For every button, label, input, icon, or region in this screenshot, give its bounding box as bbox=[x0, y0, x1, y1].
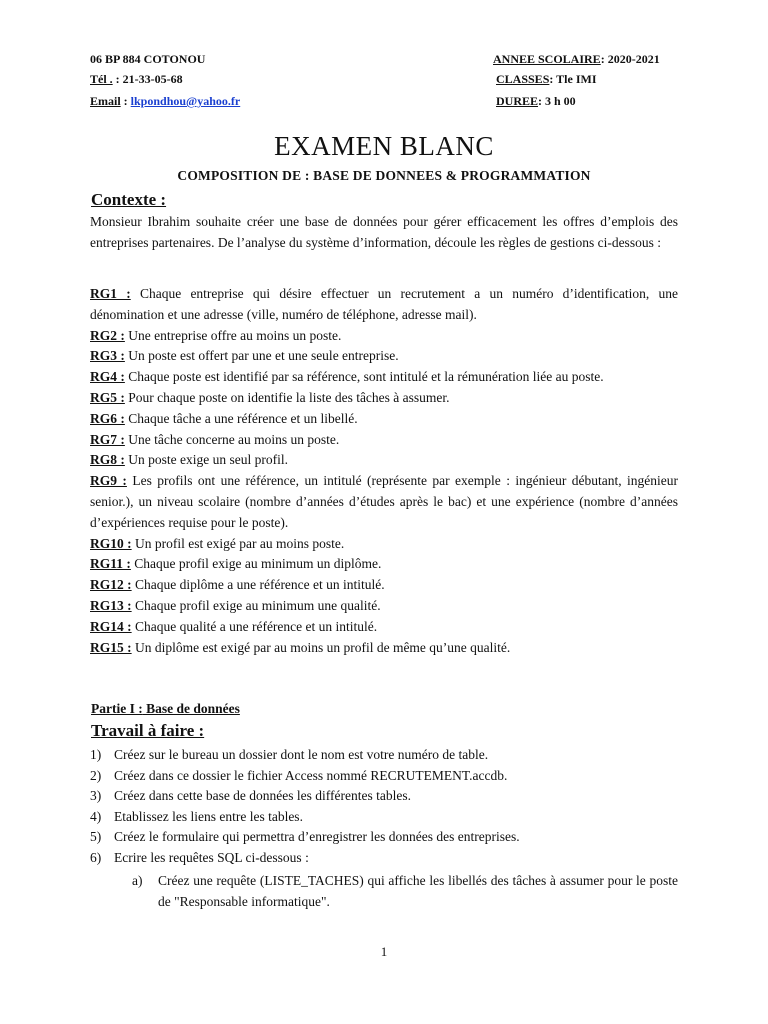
class-line bbox=[496, 72, 596, 87]
rule-item bbox=[90, 450, 678, 471]
rule-label: RG11 : bbox=[90, 556, 131, 572]
rule-item bbox=[90, 617, 678, 638]
rule-text: Chaque profil exige au minimum une qualité. bbox=[131, 597, 381, 613]
task-number: 5) bbox=[90, 829, 102, 845]
work-heading: Travail à faire : bbox=[91, 721, 205, 740]
rule-text: Un poste est offert par une et une seule entreprise. bbox=[124, 348, 399, 364]
rule-text: Un poste exige un seul profil. bbox=[124, 452, 288, 468]
rule-label: RG7 : bbox=[90, 431, 125, 447]
task-text: Créez sur le bureau un dossier dont le nom est votre numéro de table. bbox=[114, 747, 489, 762]
task-list bbox=[90, 745, 678, 869]
rule-label: RG6 : bbox=[90, 410, 125, 426]
task-text: Ecrire les requêtes SQL ci-dessous : bbox=[114, 849, 309, 865]
rule-text: Chaque diplôme a une référence et un intitulé. bbox=[131, 577, 385, 593]
rule-label: RG9 : bbox=[90, 473, 127, 489]
part-one-heading bbox=[91, 701, 240, 717]
school-year-label: ANNEE SCOLAIRE bbox=[493, 52, 601, 66]
list-item bbox=[90, 786, 678, 807]
phone-value: : 21-33-05-68 bbox=[115, 72, 183, 86]
phone-line bbox=[90, 72, 183, 87]
context-intro: Monsieur Ibrahim souhaite créer une base de données pour gérer efficacement les offres d’emplois des entreprises partenaires. De l’analyse du système d’information, découle les règles de gestions ci-dessous : bbox=[90, 214, 678, 250]
task-number: 6) bbox=[90, 849, 102, 865]
list-item bbox=[90, 807, 678, 828]
rule-text: Les profils ont une référence, un intitulé (représente par exemple : ingénieur débutant, ingénieur senior.), un niveau scolaire (nombre d’années d’études après le bac) et une expérience (nombre d’années d’expériences requise pour le poste). bbox=[90, 473, 679, 530]
rule-label: RG1 : bbox=[90, 286, 131, 301]
rule-item bbox=[90, 534, 678, 555]
rule-text: Un profil est exigé par au moins poste. bbox=[131, 535, 345, 551]
school-year-value: : 2020-2021 bbox=[600, 52, 660, 66]
rule-label: RG2 : bbox=[90, 327, 125, 343]
rule-item bbox=[90, 346, 678, 367]
task-number: 4) bbox=[90, 808, 102, 824]
task-number: 3) bbox=[90, 788, 102, 804]
rule-label: RG3 : bbox=[90, 348, 125, 364]
email-link[interactable]: lkpondhou@yahoo.fr bbox=[130, 94, 241, 108]
rule-label: RG13 : bbox=[90, 597, 132, 613]
rule-item bbox=[90, 554, 678, 575]
task-text: Etablissez les liens entre les tables. bbox=[114, 808, 303, 824]
part-one-title: Base de données bbox=[142, 701, 240, 716]
page-number: 1 bbox=[380, 944, 388, 959]
task-text: Créez le formulaire qui permettra d’enregistrer les données des entreprises. bbox=[114, 829, 520, 845]
rule-item bbox=[90, 409, 678, 430]
rule-item bbox=[90, 575, 678, 596]
rule-item bbox=[90, 596, 678, 617]
rule-text: Chaque poste est identifié par sa référence, sont intitulé et la rémunération liée au poste. bbox=[124, 369, 604, 385]
rule-label: RG12 : bbox=[90, 577, 132, 593]
rules-list bbox=[90, 284, 678, 658]
exam-subtitle: COMPOSITION DE : BASE DE DONNEES & PROGRAMMATION bbox=[177, 168, 591, 183]
rule-text: Chaque qualité a une référence et un intitulé. bbox=[131, 618, 378, 634]
email-sep: : bbox=[123, 94, 128, 108]
duration-line bbox=[496, 94, 576, 109]
rule-item bbox=[90, 638, 678, 659]
part-one-label bbox=[91, 701, 240, 716]
list-item bbox=[90, 766, 678, 787]
rule-item bbox=[90, 326, 678, 347]
rule-text: Chaque entreprise qui désire effectuer un recrutement a un numéro d’identification, une dénomination et une adresse (ville, numéro de téléphone, adresse mail). bbox=[90, 286, 678, 322]
part-one-label-text: Partie I : bbox=[91, 701, 143, 716]
rule-text: Un diplôme est exigé par au moins un profil de même qu’une qualité. bbox=[131, 639, 511, 655]
duration-label: DUREE bbox=[496, 94, 539, 108]
email-line bbox=[90, 94, 240, 109]
class-value: : Tle IMI bbox=[549, 72, 597, 86]
subtask-text: Créez une requête (LISTE_TACHES) qui affiche les libellés des tâches à assumer pour le poste de "Responsable informatique". bbox=[158, 873, 678, 909]
rule-text: Chaque profil exige au minimum un diplôme. bbox=[130, 556, 382, 572]
email-label: Email bbox=[90, 94, 121, 108]
list-item bbox=[90, 827, 678, 848]
rule-text: Une entreprise offre au moins un poste. bbox=[124, 327, 342, 343]
rule-label: RG14 : bbox=[90, 618, 132, 634]
task-text: Créez dans cette base de données les différentes tables. bbox=[114, 788, 411, 804]
rule-label: RG8 : bbox=[90, 452, 125, 468]
rule-item bbox=[90, 388, 678, 409]
subtask-number: a) bbox=[132, 873, 143, 888]
rule-item bbox=[90, 284, 678, 326]
list-item bbox=[90, 848, 678, 869]
rule-text: Pour chaque poste on identifie la liste des tâches à assumer. bbox=[124, 389, 450, 405]
task-number: 2) bbox=[90, 767, 102, 783]
rule-label: RG15 : bbox=[90, 639, 132, 655]
exam-title: EXAMEN BLANC bbox=[274, 131, 494, 161]
context-heading: Contexte : bbox=[91, 190, 167, 209]
subtask-item bbox=[132, 871, 678, 912]
rule-item bbox=[90, 430, 678, 451]
school-year-line bbox=[493, 52, 660, 67]
task-number: 1) bbox=[90, 747, 102, 762]
list-item bbox=[90, 745, 678, 766]
school-address: 06 BP 884 COTONOU bbox=[90, 52, 206, 66]
duration-value: : 3 h 00 bbox=[538, 94, 576, 108]
rule-text: Chaque tâche a une référence et un libellé. bbox=[124, 410, 358, 426]
class-label: CLASSES bbox=[496, 72, 550, 86]
rule-label: RG5 : bbox=[90, 389, 125, 405]
rule-item bbox=[90, 367, 678, 388]
rule-text: Une tâche concerne au moins un poste. bbox=[124, 431, 340, 447]
rule-label: RG10 : bbox=[90, 535, 132, 551]
rule-item bbox=[90, 471, 678, 533]
task-text: Créez dans ce dossier le fichier Access nommé RECRUTEMENT.accdb. bbox=[114, 767, 508, 783]
phone-label: Tél . bbox=[90, 72, 113, 86]
rule-label: RG4 : bbox=[90, 369, 125, 385]
